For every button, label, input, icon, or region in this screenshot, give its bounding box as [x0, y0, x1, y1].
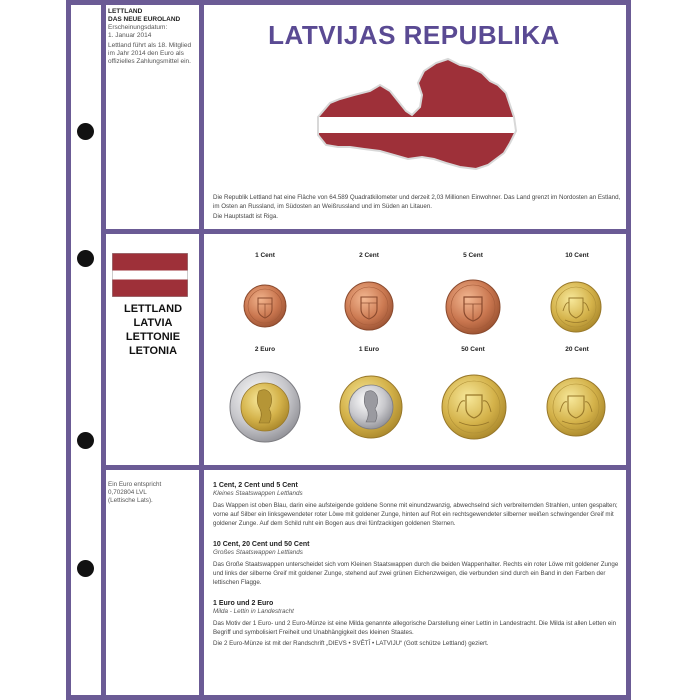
coin-label-5-cent: 5 Cent — [463, 252, 483, 259]
binder-hole — [77, 250, 94, 267]
row-divider — [101, 229, 631, 234]
binder-hole — [77, 560, 94, 577]
section-paragraph: Das Große Staatswappen unterscheidet sich vom Kleinen Staatswappen durch die beiden Wappenhalter. Rechts ein roter Löwe mit goldener Zunge und links der silberne Greif mit goldener Zunge, stehend auf zwei grünen Eichenzweigen, die verbunden sind durch ein Band in den Farben der lettischen Flagge. — [213, 561, 619, 586]
coin-label-50-cent: 50 Cent — [461, 346, 485, 353]
row-divider — [101, 465, 631, 470]
country-name: LATVIA — [133, 317, 173, 329]
section-euro-coins — [213, 599, 623, 650]
section-subtitle: Milda - Lettin in Landestracht — [213, 608, 294, 615]
exchange-line: 0,702804 LVL — [108, 489, 147, 496]
coin-label-20-cent: 20 Cent — [565, 346, 589, 353]
section-heading: 1 Euro und 2 Euro — [213, 600, 274, 607]
intro-title-line: DAS NEUE EUROLAND — [108, 16, 181, 23]
coin-10-cent — [550, 281, 602, 333]
section-small-coins — [213, 481, 623, 530]
coin-2-euro — [229, 371, 301, 443]
issue-date: 1. Januar 2014 — [108, 32, 152, 39]
page-title: LATVIJAS REPUBLIKA — [268, 20, 560, 50]
coin-20-cent — [546, 377, 606, 437]
section-body — [213, 501, 623, 528]
binder-hole — [77, 123, 94, 140]
latvia-map-flag — [310, 55, 525, 185]
coin-50-cent — [441, 374, 507, 440]
coin-label-10-cent: 10 Cent — [565, 252, 589, 259]
coin-5-cent — [445, 279, 501, 335]
exchange-line: (Lettische Lats). — [108, 497, 153, 504]
issue-label: Erscheinungsdatum: — [108, 24, 168, 31]
section-paragraph: Das Wappen ist oben Blau, darin eine aufsteigende goldene Sonne mit einundzwanzig, abwechselnd sich verbreiternden Strahlen, unten gespalten; vorne auf Silber ein linksgewendeter roter Löwe mit goldener Zunge, hinten auf Rot ein rechtsgewendeter silberner weißen schwingender Greif mit goldener Zunge. Auf dem Schild ruht ein Bogen aus drei fünfzackigen goldenen Sternen. — [213, 502, 618, 527]
column-divider — [199, 0, 204, 700]
description-paragraph: Die Republik Lettland hat eine Fläche von 64.589 Quadratkilometer und derzeit 2,03 Millionen Einwohner. Das Land grenzt im Nordosten an Estland, im Osten an Russland, im Südosten an Weißrussland und im Süden an Litauen. — [213, 194, 621, 210]
exchange-rate — [108, 481, 198, 505]
section-body — [213, 619, 623, 648]
section-subtitle: Großes Staatswappen Lettlands — [213, 549, 303, 556]
section-paragraph: Das Motiv der 1 Euro- und 2 Euro-Münze ist eine Milda genannte allegorische Darstellung einer Lettin in Landestracht. Die Milda ist allen Letten ein Begriff und symbolisiert Freiheit und Unabhängigkeit des kleinen Staates. — [213, 620, 617, 636]
coin-label-2-euro: 2 Euro — [254, 346, 276, 353]
country-name: LETONIA — [128, 345, 178, 357]
binder-hole — [77, 432, 94, 449]
coin-1-cent — [243, 284, 287, 328]
coin-2-cent — [344, 281, 394, 331]
coin-label-1-euro: 1 Euro — [358, 346, 380, 353]
section-heading: 1 Cent, 2 Cent und 5 Cent — [213, 482, 298, 489]
description-paragraph: Die Hauptstadt ist Riga. — [213, 213, 278, 220]
intro-title-line: LETTLAND — [108, 8, 143, 15]
country-description — [213, 193, 623, 222]
section-heading: 10 Cent, 20 Cent und 50 Cent — [213, 541, 310, 548]
country-name: LETTONIE — [125, 331, 181, 343]
section-subtitle: Kleines Staatswappen Lettlands — [213, 490, 303, 497]
latvia-flag — [112, 253, 188, 297]
exchange-line: Ein Euro entspricht — [108, 481, 162, 488]
country-name: LETTLAND — [123, 303, 183, 315]
intro-title — [108, 8, 180, 24]
section-medium-coins — [213, 540, 623, 589]
section-paragraph: Die 2 Euro-Münze ist mit der Randschrift „DIEVS • SVĒTĪ • LATVIJU“ (Gott schütze Lettland) geziert. — [213, 640, 489, 647]
coin-1-euro — [339, 375, 403, 439]
intro-body — [108, 24, 198, 68]
coin-label-2-cent: 2 Cent — [359, 252, 379, 259]
coin-label-1-cent: 1 Cent — [255, 252, 275, 259]
section-body — [213, 560, 623, 587]
country-names — [108, 302, 198, 358]
intro-text: Lettland führt als 18. Mitglied im Jahr 2014 den Euro als offizielles Zahlungsmittel ein. — [108, 42, 192, 65]
column-divider — [101, 0, 106, 700]
